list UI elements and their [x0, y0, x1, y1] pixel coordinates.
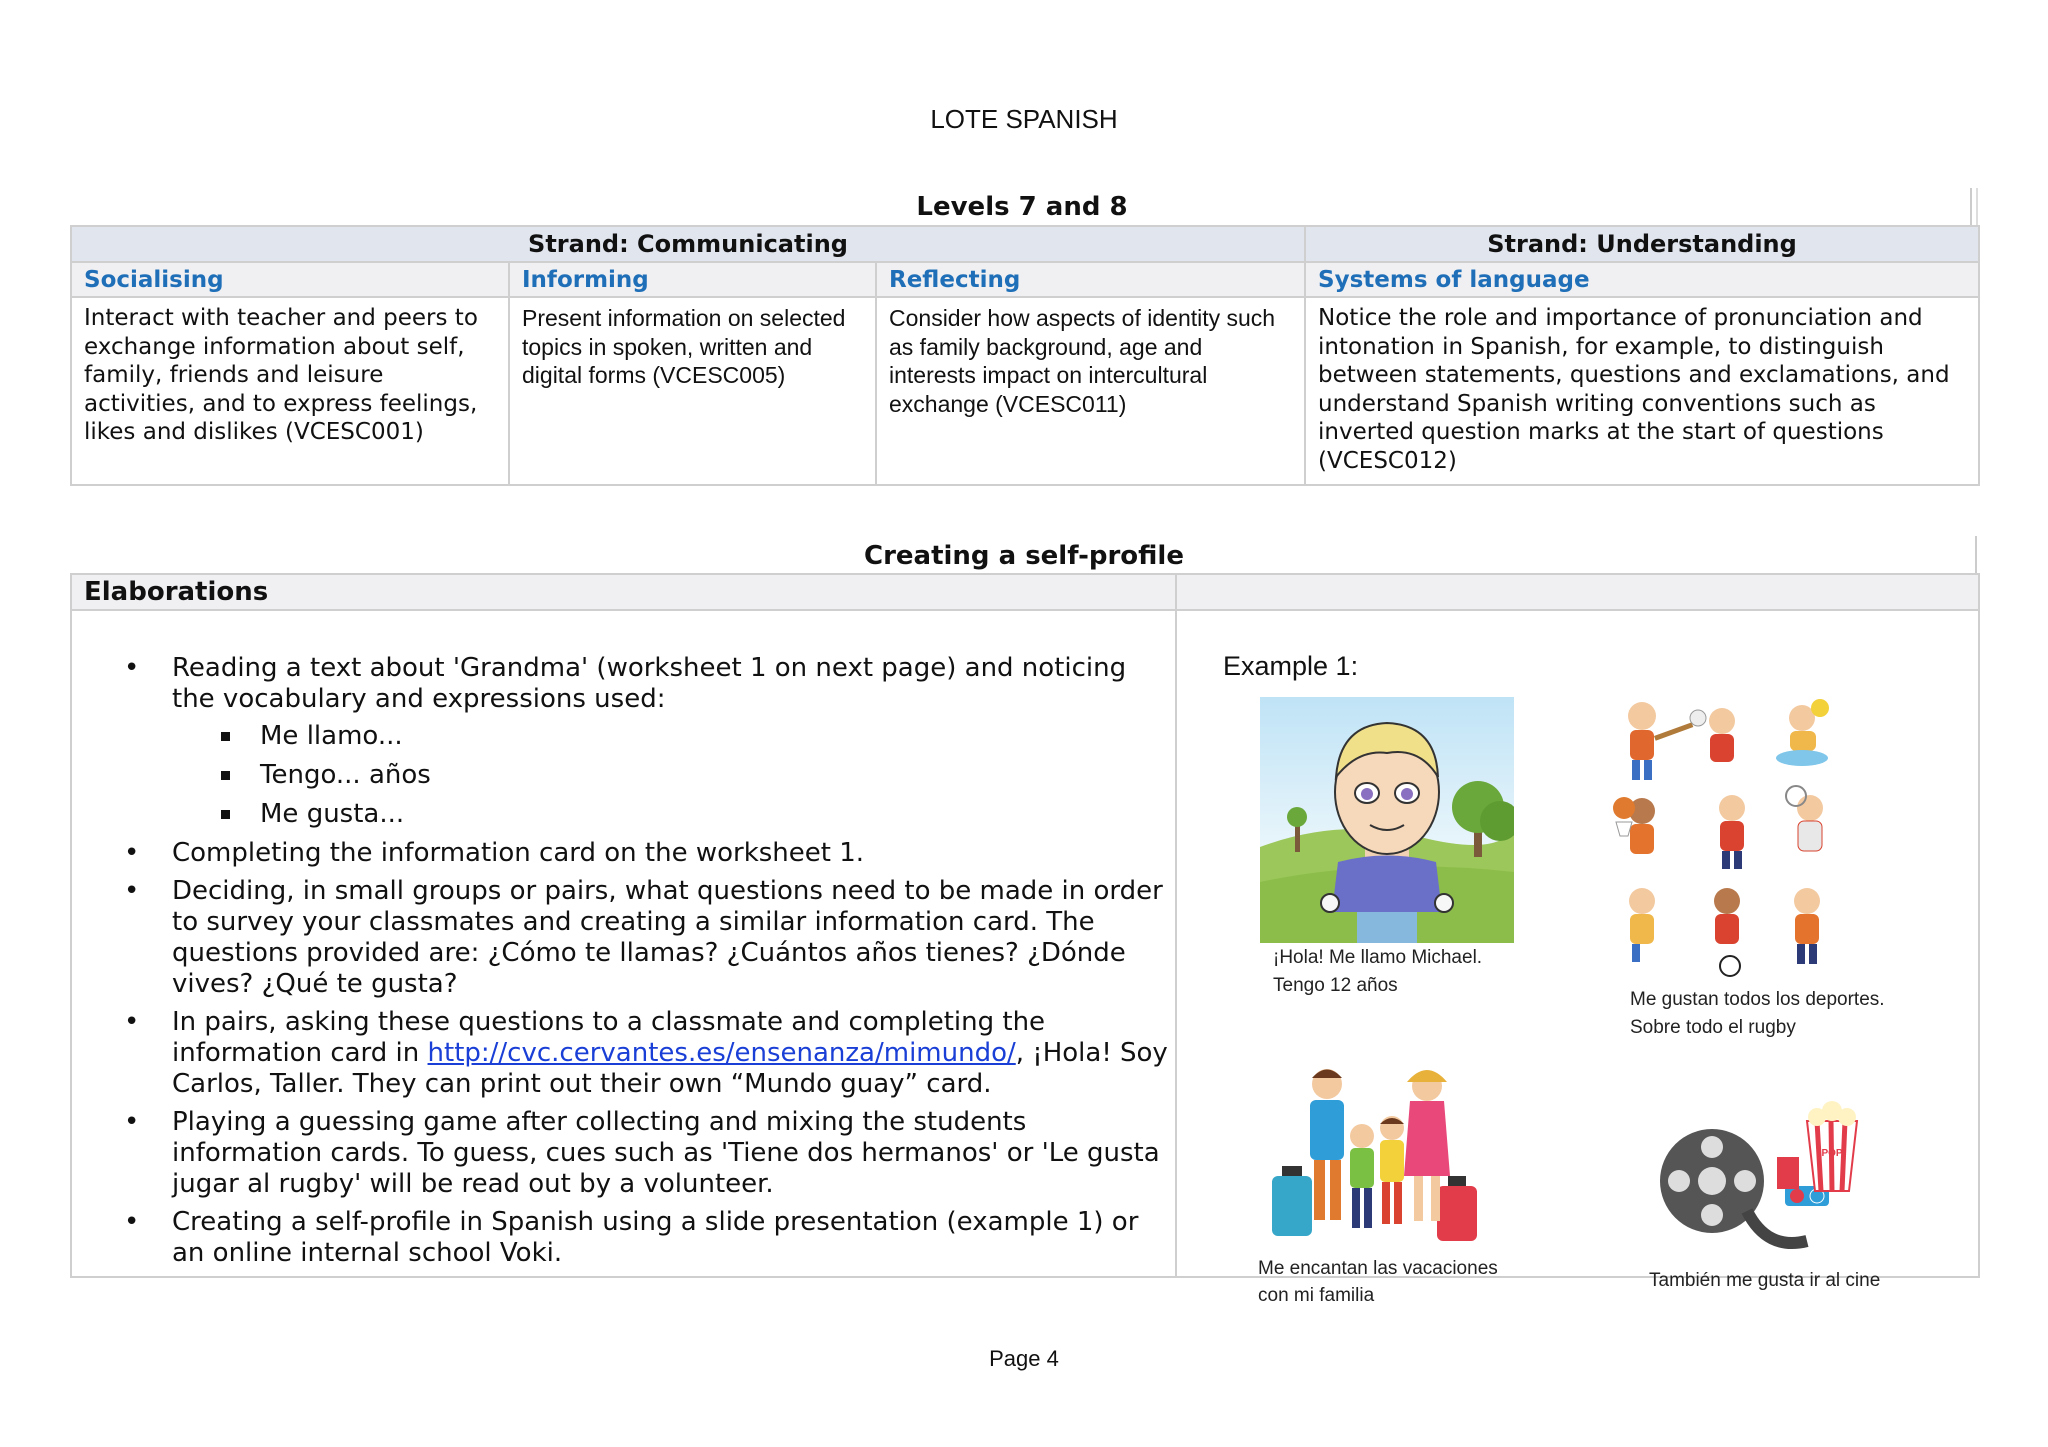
- sublist-item: Me gusta...: [260, 799, 1175, 830]
- boy-avatar-image: [1260, 697, 1514, 943]
- example-cell: [1176, 610, 1979, 1306]
- subheader-socialising: Socialising: [71, 262, 509, 297]
- list-item-text: , ¡Hola! Soy Carlos, Taller. They can print out their own “Mundo guay” card.: [172, 1038, 1168, 1099]
- profile-table: [70, 573, 1980, 1306]
- list-item: • Creating a self-profile in Spanish using a slide presentation (example 1) or an online internal school Voki.: [172, 1207, 1175, 1269]
- subheader-systems-of-language: Systems of language: [1305, 262, 1979, 297]
- family-vacation-image: [1252, 1056, 1514, 1256]
- description-socialising: Interact with teacher and peers to exchange information about self, family, friends and leisure activities, and to express feelings, likes and dislikes (VCESC001): [71, 297, 509, 485]
- sublist-item: Tengo... años: [260, 760, 1175, 791]
- levels-table-title: Levels 7 and 8: [916, 192, 1128, 222]
- list-item: • Completing the information card on the worksheet 1.: [172, 838, 1175, 869]
- subheader-reflecting: Reflecting: [876, 262, 1305, 297]
- caption-line: ¡Hola! Me llamo Michael.: [1273, 947, 1483, 968]
- caption-line: Tengo 12 años: [1273, 975, 1398, 996]
- levels-table: [70, 225, 1980, 486]
- table-edge-marker: [1975, 536, 1977, 574]
- sports-kids-image: [1602, 686, 1882, 986]
- example-header: [1176, 574, 1979, 610]
- popcorn-box-text: POP: [1821, 1148, 1843, 1159]
- cinema-image: [1657, 1101, 1887, 1261]
- list-item-text: In pairs, asking these questions to a classmate and completing the information card in: [172, 1007, 1046, 1068]
- vocabulary-sublist: [172, 721, 1175, 830]
- description-systems-of-language: Notice the role and importance of pronunciation and intonation in Spanish, for example, to distinguish between statements, questions and exclamations, and understand Spanish writing conventions such as inverted question marks at the start of questions (VCESC012): [1305, 297, 1979, 485]
- caption-cinema: También me gusta ir al cine: [1649, 1270, 1881, 1291]
- list-item: [172, 653, 1175, 830]
- page-number: Page 4: [989, 1346, 1059, 1371]
- list-item: • Deciding, in small groups or pairs, what questions need to be made in order to survey your classmates and creating a similar information card. The questions provided are: ¿Cómo te llamas? ¿Cuántos años tienes? ¿Dónde vives? ¿Qué te gusta?: [172, 876, 1175, 1000]
- caption-line: Me encantan las vacaciones: [1258, 1258, 1498, 1279]
- elaborations-list: [72, 653, 1175, 1269]
- mimundo-link[interactable]: http://cvc.cervantes.es/ensenanza/mimundo/: [427, 1038, 1016, 1068]
- description-reflecting: Consider how aspects of identity such as family background, age and interests impact on intercultural exchange (VCESC011): [876, 297, 1305, 485]
- table-edge-marker: [1970, 188, 1978, 226]
- list-item: • Playing a guessing game after collecting and mixing the students information cards. To guess, cues such as 'Tiene dos hermanos' or 'Le gusta jugar al rugby' will be read out by a volunteer.: [172, 1107, 1175, 1200]
- sublist-item: Me llamo...: [260, 721, 1175, 752]
- elaborations-cell: [71, 610, 1176, 1277]
- strand-communicating: Strand: Communicating: [71, 226, 1305, 262]
- caption-sports: [1630, 986, 1885, 1042]
- caption-line: Me gustan todos los deportes.: [1630, 989, 1885, 1010]
- strand-understanding: Strand: Understanding: [1305, 226, 1979, 262]
- caption-family: [1258, 1255, 1498, 1309]
- example-label: Example 1:: [1223, 651, 1359, 681]
- page-title: LOTE SPANISH: [930, 104, 1118, 134]
- caption-boy: [1273, 944, 1482, 1000]
- description-informing: Present information on selected topics in spoken, written and digital forms (VCESC005): [509, 297, 876, 485]
- elaborations-header: Elaborations: [71, 574, 1176, 610]
- caption-line: con mi familia: [1258, 1285, 1375, 1306]
- list-item-text: Reading a text about 'Grandma' (worksheet 1 on next page) and noticing the vocabulary and expressions used:: [172, 653, 1127, 714]
- caption-line: Sobre todo el rugby: [1630, 1017, 1796, 1038]
- subheader-informing: Informing: [509, 262, 876, 297]
- list-item: [172, 1007, 1175, 1100]
- profile-table-title: Creating a self-profile: [864, 541, 1184, 571]
